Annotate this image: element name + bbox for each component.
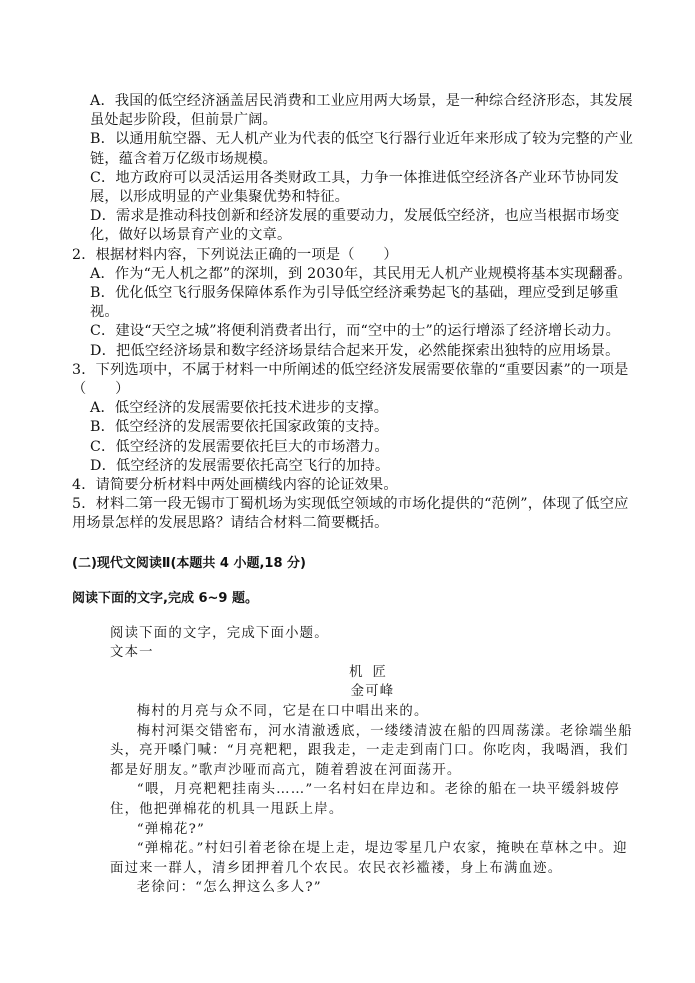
q4-stem: 4．请简要分析材料中两处画横线内容的论证效果。 — [72, 477, 398, 494]
q1-option-b: B．以通用航空器、无人机产业为代表的低空飞行器行业近年来形成了较为完整的产业链，蕴含着万亿级市场规模。 — [90, 131, 633, 167]
passage-paragraph-2: 梅村河渠交错密布，河水清澈透底，一缕缕清波在船的四周荡漾。老徐端坐船头，亮开嗓门喊：“月亮粑粑，跟我走，一走走到南门口。你吃肉，我喝酒，我们都是好朋友。”歌声沙哑而高亢，随着碧波在河面荡开。 — [110, 723, 633, 778]
reading-intro: 阅读下面的文字，完成下面小题。 — [110, 625, 329, 641]
q1-option-a: A．我国的低空经济涵盖居民消费和工业应用两大场景，是一种综合经济形态，其发展虽处起步阶段，但前景广阔。 — [90, 93, 633, 129]
section-title: (二)现代文阅读Ⅱ(本题共 4 小题,18 分) — [72, 555, 306, 571]
passage-paragraph-5: “弹棉花。”村妇引着老徐在堤上走，堤边零星几户农家，掩映在草林之中。迎面过来一群人，清乡团押着几个农民。农民衣衫褴褛，身上布满血迹。 — [110, 841, 628, 876]
q2-option-a: A．作为“无人机之都”的深圳，到 2030年，其民用无人机产业规模将基本实现翻番。 — [90, 265, 632, 282]
text-label: 文本一 — [110, 645, 154, 661]
passage-paragraph-3: “喂，月亮粑粑挂南头……”一名村妇在岸边和。老徐的船在一块平缓斜坡停住，他把弹棉花的机具一甩跃上岸。 — [110, 782, 620, 818]
q1-option-c: C．地方政府可以灵活运用各类财政工具，力争一体推进低空经济各产业环节协同发展，以形成明显的产业集聚优势和特征。 — [90, 169, 620, 206]
q1-option-d: D．需求是推动科技创新和经济发展的重要动力，发展低空经济，也应当根据市场变化，做好以场景育产业的文章。 — [90, 208, 620, 244]
q3-option-a: A．低空经济的发展需要依托技术进步的支撑。 — [90, 400, 389, 417]
passage-author: 金可峰 — [350, 684, 395, 700]
q2-option-b: B．优化低空飞行服务保障体系作为引导低空经济乘势起飞的基础，理应受到足够重视。 — [90, 285, 619, 321]
q3-option-c: C．低空经济的发展需要依托巨大的市场潜力。 — [90, 438, 389, 455]
q5-stem: 5．材料二第一段无锡市丁蜀机场为实现低空领域的市场化提供的“范例”，体现了低空应用场景怎样的发展思路？请结合材料二简要概括。 — [72, 496, 629, 532]
question-block-1 — [72, 92, 635, 534]
instruction: 阅读下面的文字,完成 6~9 题。 — [72, 590, 258, 606]
passage-paragraph-1: 梅村的月亮与众不同，它是在口中唱出来的。 — [136, 704, 429, 720]
reading-passage — [72, 624, 635, 898]
q2-stem: 2．根据材料内容，下列说法正确的一项是（ ） — [72, 246, 398, 263]
passage-title: 机匠 — [349, 664, 396, 680]
passage-paragraph-6: 老徐问：“怎么押这么多人?” — [136, 880, 322, 896]
q2-option-c: C．建设“天空之城”将便利消费者出行，而“空中的士”的运行增添了经济增长动力。 — [90, 323, 621, 340]
passage-paragraph-4: “弹棉花?” — [136, 821, 206, 837]
q3-option-d: D．低空经济的发展需要依托高空飞行的加持。 — [90, 457, 390, 474]
q3-option-b: B．低空经济的发展需要依托国家政策的支持。 — [90, 419, 389, 436]
q2-option-d: D．把低空经济场景和数字经济场景结合起来开发，必然能探索出独特的应用场景。 — [90, 342, 620, 359]
q3-stem: 3．下列选项中，不属于材料一中所阐述的低空经济发展需要依靠的“重要因素”的一项是（ ） — [72, 361, 629, 398]
